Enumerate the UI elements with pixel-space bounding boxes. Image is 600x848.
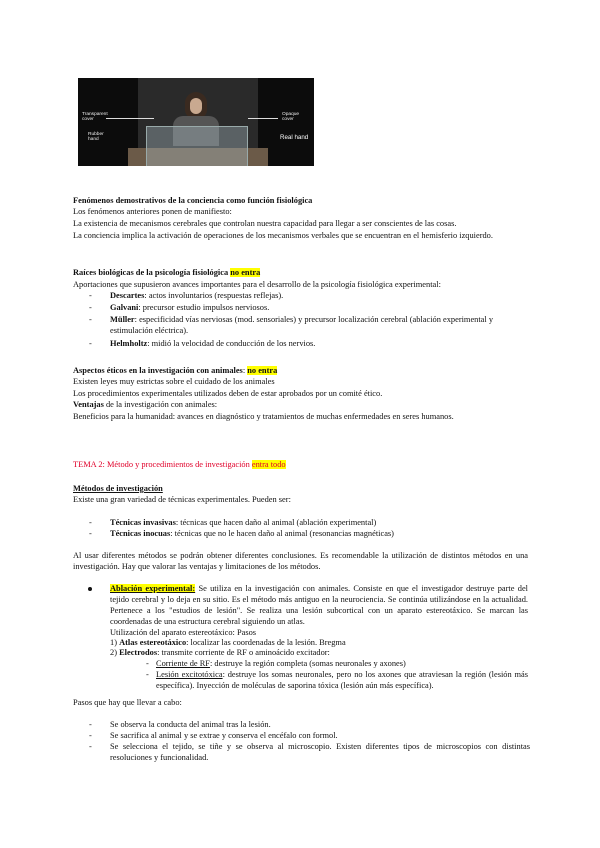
sub-item-excitotoxica: Lesión excitotóxica: destruye los somas neuronales, pero no los axones que atraviesan la región (lesión más específica). Inyección de moléculas de saporina tóxica (lesión aún más específica).: [156, 670, 528, 690]
paragraph: Ventajas de la investigación con animales:: [73, 400, 218, 409]
list-dash: -: [89, 742, 92, 751]
no-entra-tag: no entra: [247, 366, 278, 375]
list-dash: -: [89, 731, 92, 740]
list-dash: -: [89, 303, 92, 312]
list-dash: -: [89, 529, 92, 538]
paragraph: Los procedimientos experimentales utilizados deben de estar aprobados por un comité ético.: [73, 389, 383, 398]
list-item: Helmholtz: midió la velocidad de conducción de los nervios.: [110, 339, 316, 348]
list-dash: -: [89, 720, 92, 729]
entra-todo-tag: entra todo: [251, 460, 286, 469]
figure-label-real-hand: Real hand: [280, 134, 309, 141]
paragraph: Utilización del aparato estereotáxico: Pasos: [110, 628, 257, 637]
list-item: Técnicas invasivas: técnicas que hacen daño al animal (ablación experimental): [110, 518, 377, 527]
list-item: Se observa la conducta del animal tras la lesión.: [110, 720, 271, 729]
section-title-raices: Raíces biológicas de la psicología fisiológica no entra: [73, 268, 261, 277]
paragraph: La conciencia implica la activación de operaciones de los mecanismos verbales que se encuentran en el hemisferio izquierdo.: [73, 231, 493, 240]
list-dash: -: [89, 339, 92, 348]
section-title-metodos: Métodos de investigación: [73, 484, 163, 493]
tema-heading: TEMA 2: Método y procedimientos de investigación entra todo: [73, 460, 286, 469]
list-item: Se sacrifica al animal y se extrae y conserva el encéfalo con formol.: [110, 731, 338, 740]
paragraph: Beneficios para la humanidad: avances en diagnóstico y tratamientos de muchas enfermedades en seres humanos.: [73, 412, 454, 421]
paragraph: Existen leyes muy estrictas sobre el cuidado de los animales: [73, 377, 275, 386]
step-1: 1) Atlas estereotáxico: localizar las coordenadas de la lesión. Bregma: [110, 638, 346, 647]
list-item: Técnicas inocuas: técnicas que no le hacen daño al animal (resonancias magnéticas): [110, 529, 394, 538]
ablacion-paragraph: Ablación experimental: Se utiliza en la investigación con animales. Consiste en que el investigador destruye parte del tejido cerebral y lo deja en su sitio. Es el método más antiguo en la neurociencia. Se continúa utilizándose en la actualidad. Pertenece a los "estudios de lesión". Se realiza una lesión subcortical con un aparato estereotáxico. Se marcan las coordenadas de una estructura cerebral siguiendo un atlas.: [110, 584, 528, 626]
bullet-dot: [88, 587, 92, 591]
list-item: Descartes: actos involuntarios (respuestas reflejas).: [110, 291, 284, 300]
section-title-conciencia: Fenómenos demostrativos de la conciencia como función fisiológica: [73, 196, 313, 205]
list-item: Se selecciona el tejido, se tiñe y se observa al microscopio. Existen diferentes tipos de microscopios con distintas resoluciones y funcionalidad.: [110, 742, 530, 762]
figure-label-transparent: Transparent cover: [82, 112, 108, 123]
no-entra-tag: no entra: [230, 268, 261, 277]
list-dash: -: [89, 518, 92, 527]
list-item: Müller: especificidad vías nerviosas (mod. sensoriales) y precursor localización cerebral (ablación experimental y estimulación eléctrica).: [110, 315, 494, 335]
list-item: Galvani: precursor estudio impulsos nerviosos.: [110, 303, 270, 312]
figure-label-rubber: Rubber hand: [88, 132, 104, 143]
figure-label-opaque: Opaque cover: [282, 112, 300, 123]
paragraph: Los fenómenos anteriores ponen de manifiesto:: [73, 207, 232, 216]
sub-item-rf: Corriente de RF: destruye la región completa (somas neuronales y axones): [156, 659, 406, 668]
paragraph: Existe una gran variedad de técnicas experimentales. Pueden ser:: [73, 495, 291, 504]
list-dash: -: [89, 291, 92, 300]
sub-dash: -: [146, 659, 149, 668]
section-title-pasos: Pasos que hay que llevar a cabo:: [73, 698, 182, 707]
paragraph: La existencia de mecanismos cerebrales que controlan nuestra capacidad para llegar a ser conscientes de las cosas.: [73, 219, 457, 228]
list-dash: -: [89, 315, 92, 324]
rubber-hand-photo: [78, 78, 314, 166]
paragraph: Aportaciones que supusieron avances importantes para el desarrollo de la psicología fisiológica experimental:: [73, 280, 441, 289]
step-2: 2) Electrodos: transmite corriente de RF o aminoácido excitador:: [110, 648, 330, 657]
paragraph: Al usar diferentes métodos se podrán obtener diferentes conclusiones. Es recomendable la utilización de distintos métodos en una investigación. Hay que valorar las ventajas y limitaciones de los métodos.: [73, 551, 528, 571]
sub-dash: -: [146, 670, 149, 679]
section-title-eticos: Aspectos éticos en la investigación con animales: no entra: [73, 366, 278, 375]
